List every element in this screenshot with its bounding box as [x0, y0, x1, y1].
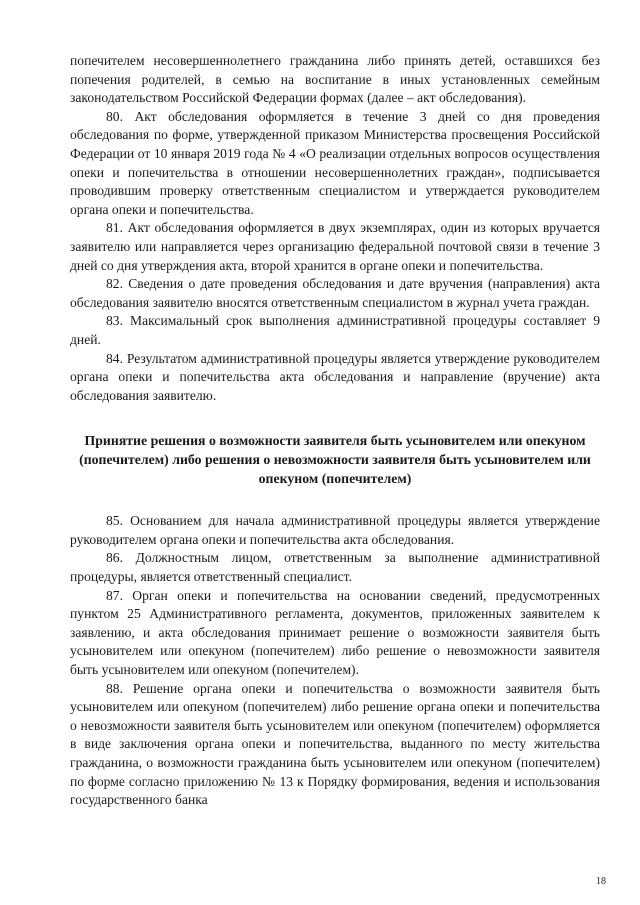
paragraph-85: 85. Основанием для начала административной процедуры является утверждение руководителем органа опеки и попечительства акта обследования.: [70, 513, 600, 547]
paragraph-87: 87. Орган опеки и попечительства на основании сведений, предусмотренных пунктом 25 Административного регламента, документов, приложенных заявителем к заявлению, и акта обследования принимает решение о возможности заявителя быть усыновителем или опекуном (попечителем) либо решение о невозможности заявителя быть усыновителем или опекуном (попечителем).: [70, 587, 600, 678]
paragraph-86: 86. Должностным лицом, ответственным за выполнение административной процедуры, является ответственный специалист.: [70, 550, 600, 585]
paragraph-82: 82. Сведения о дате проведения обследования и дате вручения (направления) акта обследования заявителю вносятся ответственным специалистом в журнал учета граждан.: [70, 276, 600, 310]
page-number: 18: [596, 876, 606, 887]
paragraph-83: 83. Максимальный срок выполнения административной процедуры составляет 9 дней.: [70, 313, 600, 347]
paragraph-84: 84. Результатом административной процедуры является утверждение руководителем органа опеки и попечительства акта обследования и направление (вручение) акта обследования заявителю.: [70, 350, 600, 403]
paragraph-80: 80. Акт обследования оформляется в течение 3 дней со дня проведения обследования по форме, утвержденной приказом Министерства просвещения Российской Федерации от 10 января 2019 года № 4 «О реализации отдельных вопросов осуществления опеки и попечительства в отношении несовершеннолетних граждан», подписывается проводившим проверку ответственным специалистом и утверждается руководителем органа опеки и попечительства.: [70, 108, 600, 217]
section-heading: Принятие решения о возможности заявителя быть усыновителем или опекуном (попечителем) либо решения о невозможности заявителя быть усыновителем или опекуном (попечителем): [79, 433, 591, 487]
paragraph-81: 81. Акт обследования оформляется в двух экземплярах, один из которых вручается заявителю или направляется через организацию федеральной почтовой связи в течение 3 дней со дня утверждения акта, второй хранится в органе опеки и попечительства.: [70, 220, 600, 273]
document-page: [70, 52, 600, 810]
paragraph-continuation: попечителем несовершеннолетнего гражданина либо принять детей, оставшихся без попечения родителей, в семью на воспитание в иных установленных семейным законодательством Российской Федерации формах (далее – акт обследования).: [70, 53, 600, 106]
paragraph-88: 88. Решение органа опеки и попечительства о возможности заявителя быть усыновителем или опекуном (попечителем) либо решение органа опеки и попечительства о невозможности заявителя быть усыновителем или опекуном (попечителем) оформляется в виде заключения органа опеки и попечительства, выданного по месту жительства гражданина, о возможности гражданина быть усыновителем или опекуном (попечителем) по форме согласно приложению № 13 к Порядку формирования, ведения и использования государственного банка: [70, 680, 600, 808]
